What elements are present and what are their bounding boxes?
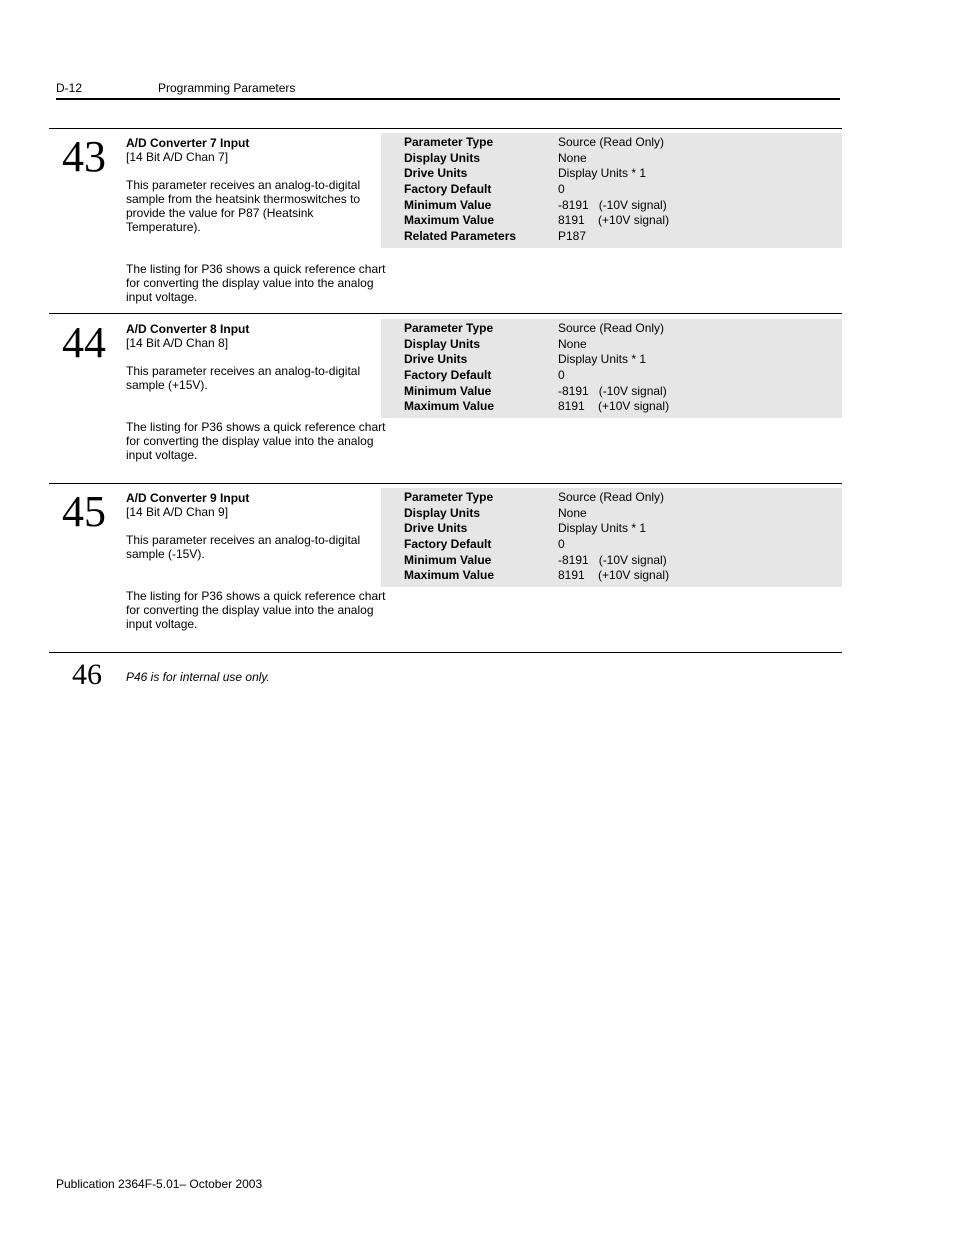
attribute-value: -8191 (-10V signal): [558, 552, 667, 567]
parameter-name: A/D Converter 9 Input: [126, 491, 250, 505]
attribute-row: [381, 198, 842, 214]
attribute-value: 0: [558, 182, 565, 197]
attribute-row: [381, 135, 842, 151]
attribute-row: [381, 213, 842, 229]
parameter-number: 45: [62, 487, 106, 536]
attribute-row: [381, 182, 842, 198]
attribute-value: 8191 (+10V signal): [558, 213, 670, 228]
attribute-label: Drive Units: [404, 352, 468, 367]
parameter-number: 44: [62, 318, 106, 367]
header-rule: [56, 98, 840, 100]
attribute-value: P187: [558, 229, 587, 244]
attribute-value: 0: [558, 537, 565, 552]
section-divider: [49, 652, 842, 653]
parameter-subtitle: [14 Bit A/D Chan 7]: [126, 150, 229, 164]
attribute-label: Maximum Value: [404, 213, 495, 228]
attribute-label: Related Parameters: [404, 229, 517, 244]
attribute-value: Source (Read Only): [558, 321, 665, 335]
parameter-description: [126, 491, 386, 631]
attribute-row: [381, 521, 842, 537]
attribute-row: [381, 399, 842, 415]
attribute-label: Display Units: [404, 505, 481, 520]
attribute-label: Drive Units: [404, 521, 468, 536]
attribute-label: Drive Units: [404, 166, 468, 181]
attribute-value: None: [558, 150, 587, 165]
attribute-row: [381, 553, 842, 569]
page-number: D-12: [56, 81, 83, 95]
parameter-reference-note: The listing for P36 shows a quick reference chart for converting the display value into the analog input voltage.: [126, 420, 386, 462]
parameter-subtitle: [14 Bit A/D Chan 8]: [126, 336, 229, 350]
attribute-label: Factory Default: [404, 182, 492, 197]
attribute-row: [381, 384, 842, 400]
attribute-row: [381, 368, 842, 384]
attribute-row: [381, 568, 842, 584]
attribute-label: Minimum Value: [404, 197, 492, 212]
attribute-label: Parameter Type: [404, 490, 494, 504]
parameter-name: A/D Converter 8 Input: [126, 322, 250, 336]
attribute-value: Source (Read Only): [558, 135, 665, 149]
section-title: Programming Parameters: [158, 81, 296, 95]
attribute-value: -8191 (-10V signal): [558, 383, 667, 398]
attribute-value: 8191 (+10V signal): [558, 568, 670, 583]
parameter-description-text: This parameter receives an analog-to-digital sample from the heatsink thermoswitches to provide the value for P87 (Heatsink Temperature).: [126, 178, 361, 234]
attribute-label: Maximum Value: [404, 399, 495, 414]
attribute-row: [381, 151, 842, 167]
attribute-label: Minimum Value: [404, 552, 492, 567]
attribute-value: Display Units * 1: [558, 352, 647, 367]
internal-use-note: P46 is for internal use only.: [126, 670, 270, 684]
attribute-value: Display Units * 1: [558, 166, 647, 181]
parameter-description-text: This parameter receives an analog-to-digital sample (-15V).: [126, 533, 361, 561]
attribute-row: [381, 229, 842, 245]
attribute-row: [381, 321, 842, 337]
attribute-value: 8191 (+10V signal): [558, 399, 670, 414]
section-divider: [49, 313, 842, 314]
attribute-label: Display Units: [404, 150, 481, 165]
parameter-number: 43: [62, 132, 106, 181]
parameter-name: A/D Converter 7 Input: [126, 136, 250, 150]
attribute-row: [381, 537, 842, 553]
attribute-value: -8191 (-10V signal): [558, 197, 667, 212]
parameter-subtitle: [14 Bit A/D Chan 9]: [126, 505, 229, 519]
parameter-reference-note: The listing for P36 shows a quick reference chart for converting the display value into the analog input voltage.: [126, 589, 386, 631]
parameter-attributes-table: [381, 133, 842, 248]
attribute-label: Parameter Type: [404, 321, 494, 335]
attribute-row: [381, 490, 842, 506]
parameter-description: [126, 136, 386, 304]
attribute-row: [381, 166, 842, 182]
parameter-description-text: This parameter receives an analog-to-digital sample (+15V).: [126, 364, 361, 392]
attribute-value: 0: [558, 368, 565, 383]
attribute-value: None: [558, 505, 587, 520]
attribute-row: [381, 352, 842, 368]
attribute-row: [381, 506, 842, 522]
attribute-label: Maximum Value: [404, 568, 495, 583]
attribute-label: Display Units: [404, 336, 481, 351]
attribute-value: Source (Read Only): [558, 490, 665, 504]
attribute-value: None: [558, 336, 587, 351]
section-divider: [49, 128, 842, 129]
publication-footer: Publication 2364F-5.01– October 2003: [56, 1177, 263, 1191]
attribute-row: [381, 337, 842, 353]
section-divider: [49, 483, 842, 484]
attribute-label: Minimum Value: [404, 383, 492, 398]
attribute-value: Display Units * 1: [558, 521, 647, 536]
parameter-attributes-table: [381, 319, 842, 418]
parameter-number: 46: [72, 658, 102, 691]
attribute-label: Parameter Type: [404, 135, 494, 149]
attribute-label: Factory Default: [404, 537, 492, 552]
parameter-attributes-table: [381, 488, 842, 587]
attribute-label: Factory Default: [404, 368, 492, 383]
parameter-reference-note: The listing for P36 shows a quick reference chart for converting the display value into the analog input voltage.: [126, 262, 386, 304]
parameter-description: [126, 322, 386, 462]
